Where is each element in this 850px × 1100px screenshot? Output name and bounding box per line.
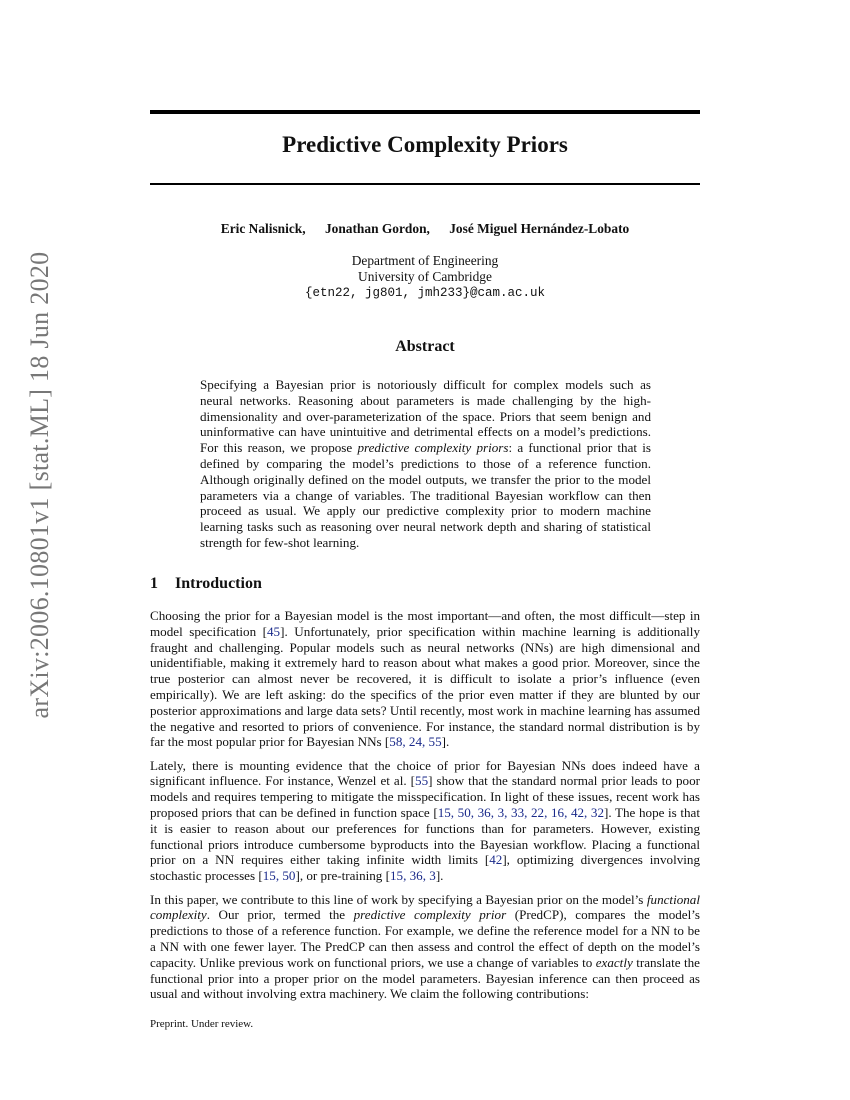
affiliation	[150, 253, 700, 301]
affiliation-univ: University of Cambridge	[358, 269, 492, 284]
citation-link[interactable]: 42	[489, 852, 503, 868]
paragraph: In this paper, we contribute to this line of work by specifying a Bayesian prior on the model’s functional complexity. Our prior, termed the predictive complexity prior (PredCP), compares the model’s predictions to those of a reference function. For example, we define the reference model for a NN to be a NN with one fewer layer. The PredCP can then assess and control the effect of depth on the model’s capacity. Unlike previous work on functional priors, we use a change of variables to exactly translate the functional prior into a proper prior on the model parameters. Bayesian inference can then proceed as usual and without involving extra machinery. We claim the following contributions:	[150, 891, 700, 1002]
title-top-rule	[150, 110, 700, 114]
title-bottom-rule	[150, 183, 700, 185]
section-number: 1	[150, 575, 158, 592]
section-title: Introduction	[175, 575, 262, 592]
citation-link[interactable]: 15, 50, 36, 3, 33, 22, 16, 42, 32	[437, 805, 605, 821]
author-name: Jonathan Gordon,	[324, 221, 430, 236]
citation-link[interactable]: 15, 50	[262, 868, 296, 884]
author-list	[150, 221, 700, 237]
citation-link[interactable]: 15, 36, 3	[389, 868, 436, 884]
paper-title: Predictive Complexity Priors	[282, 132, 568, 157]
abstract-text: Specifying a Bayesian prior is notoriously difficult for complex models such as neural networks. Reasoning about parameters is made challenging by the high-dimensionality and over-parameterization of the space. Priors that seem benign and uninformative can have unintuitive and detrimental effects on a model’s predictions. For this reason, we propose predictive complexity priors: a functional prior that is defined by comparing the model’s predictions to those of a reference function. Although originally defined on the model outputs, we transfer the prior to the model parameters via a change of variables. The traditional Bayesian workflow can then proceed as usual. We apply our predictive complexity prior to modern machine learning tasks such as reasoning over neural network depth and sharing of statistical strength for few-shot learning.	[200, 377, 651, 550]
citation-link[interactable]: 58, 24, 55	[389, 734, 442, 750]
abstract-heading: Abstract	[395, 338, 455, 355]
arxiv-stamp: arXiv:2006.10801v1 [stat.ML] 18 Jun 2020	[25, 251, 54, 719]
author-emails: {etn22, jg801, jmh233}@cam.ac.uk	[304, 286, 546, 300]
body-text	[150, 608, 700, 1010]
author-name: Eric Nalisnick,	[220, 221, 306, 236]
paragraph: Choosing the prior for a Bayesian model is the most important—and often, the most difficult—step in model specification [45]. Unfortunately, prior specification within machine learning is additionally fraught and challenging. Popular models such as neural networks (NNs) are high dimensional and unidentifiable, making it extremely hard to reason about what makes a good prior. Moreover, since the true posterior can almost never be recovered, it is difficult to isolate a prior’s influence (even empirically). We are left asking: do the specifics of the prior even matter if they are blunted by our posterior approximations and large data sets? Until recently, most work in machine learning has assumed the negative and resorted to priors of convenience. For instance, the standard normal distribution is by far the most popular prior for Bayesian NNs [58, 24, 55].	[150, 608, 700, 750]
section-heading	[150, 575, 262, 593]
citation-link[interactable]: 45	[267, 623, 281, 639]
paragraph: Lately, there is mounting evidence that the choice of prior for Bayesian NNs does indeed have a significant influence. For instance, Wenzel et al. [55] show that the standard normal prior leads to poor models and requires tempering to mitigate the misspecification. In light of these issues, recent work has proposed priors that can be defined in function space [15, 50, 36, 3, 33, 22, 16, 42, 32]. The hope is that it is easier to reason about our preferences for functions than for parameters. However, existing functional priors introduce cumbersome byproducts into the Bayesian workflow. Placing a functional prior on a NN requires either taking infinite width limits [42], optimizing divergences involving stochastic processes [15, 50], or pre-training [15, 36, 3].	[150, 757, 701, 884]
footer-note: Preprint. Under review.	[150, 1018, 254, 1030]
affiliation-dept: Department of Engineering	[351, 253, 499, 268]
citation-link[interactable]: 55	[415, 773, 429, 789]
author-name: José Miguel Hernández-Lobato	[449, 221, 630, 236]
